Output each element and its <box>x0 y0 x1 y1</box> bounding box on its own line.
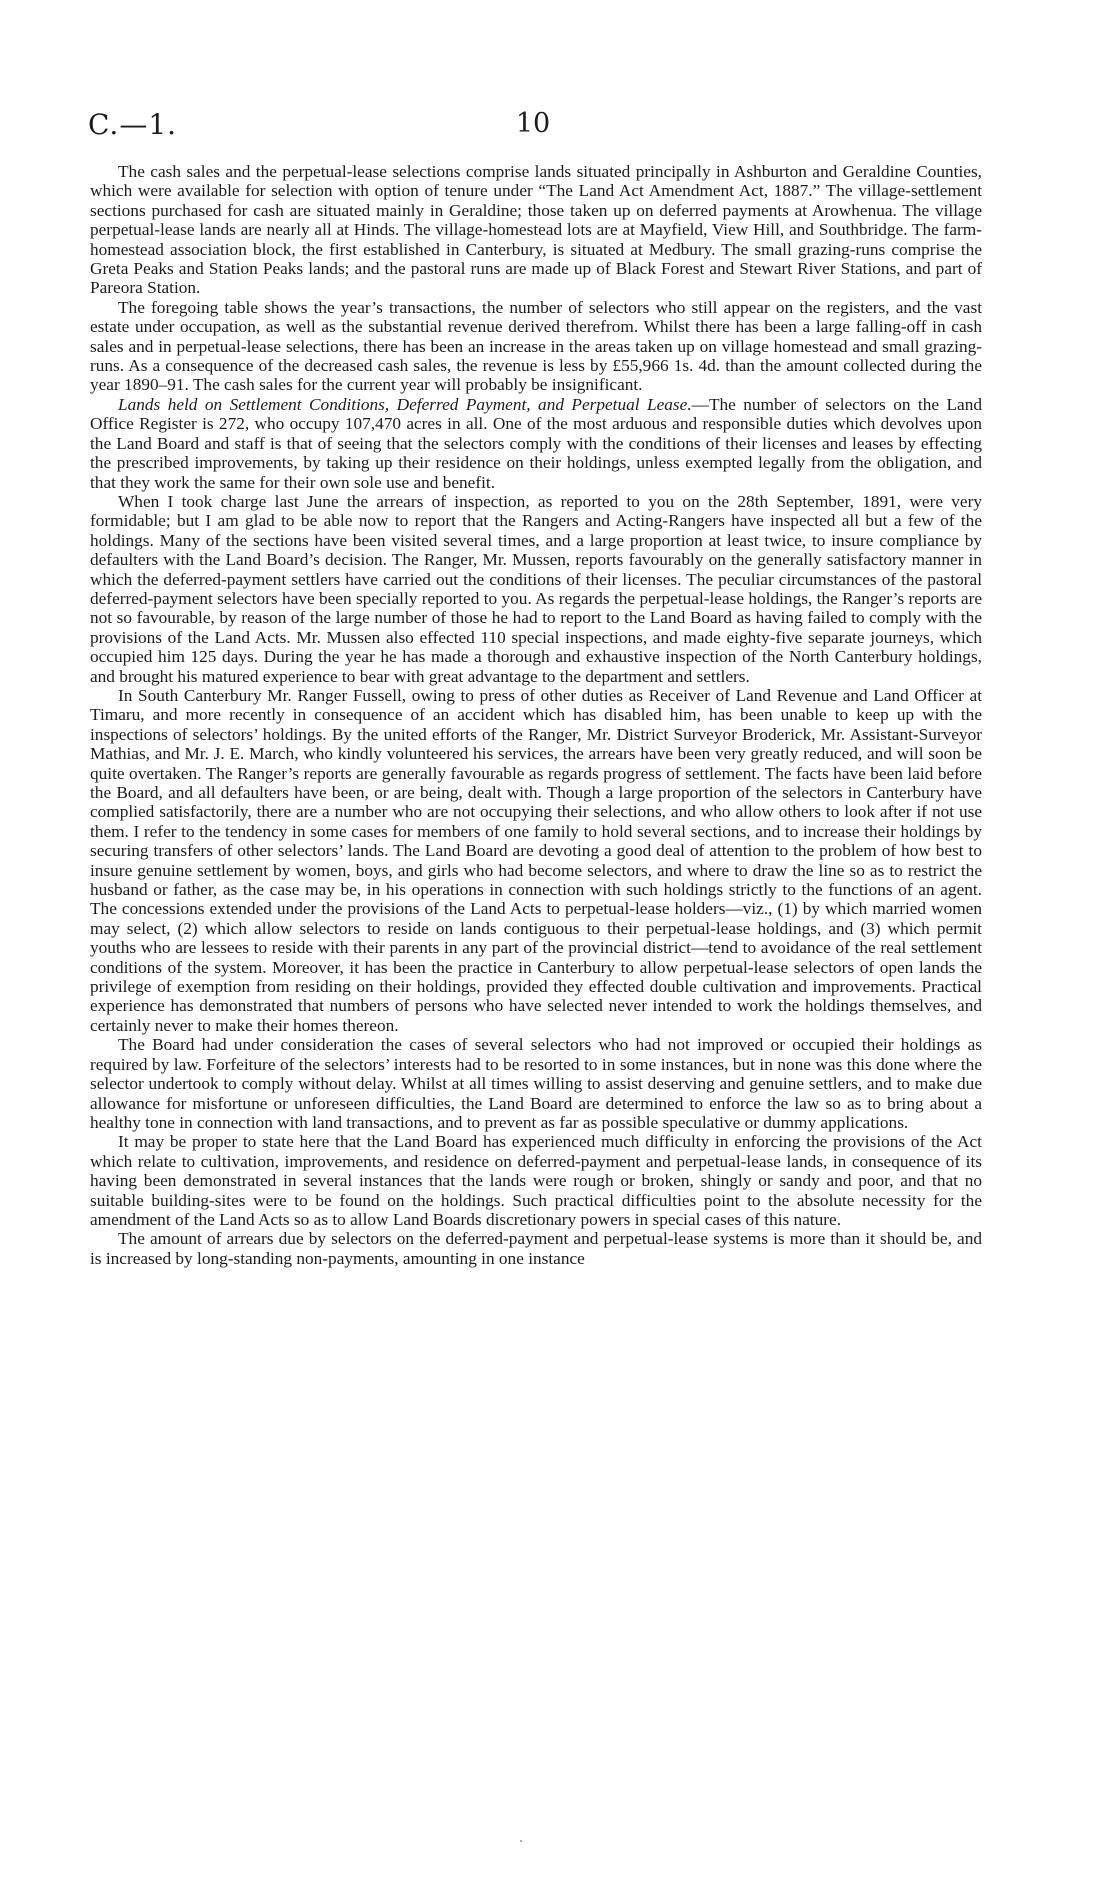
section-heading: Lands held on Settlement Conditions, Deferred Payment, and Perpetual Lease. <box>118 394 692 414</box>
page-header <box>88 108 978 142</box>
paragraph-inspection-arrears: When I took charge last June the arrears of inspection, as reported to you on the 28th September, 1891, were very formidable; but I am glad to be able now to report that the Rangers and Acting-Rangers have inspected all but a few of the holdings. Many of the sections have been visited several times, and a large proportion at least twice, to insure compliance by defaulters with the Land Board’s decision. The Ranger, Mr. Mussen, reports favourably on the generally satisfactory manner in which the deferred-payment settlers have carried out the conditions of their licenses. The peculiar circumstances of the pastoral deferred-payment selectors have been specially reported to you. As regards the perpetual-lease holdings, the Ranger’s reports are not so favourable, by reason of the large number of those he had to report to the Land Board as having failed to comply with the provisions of the Land Acts. Mr. Mussen also effected 110 special inspections, and made eighty-five separate journeys, which occupied him 125 days. During the year he has made a thorough and exhaustive inspection of the North Canterbury holdings, and brought his matured experience to bear with great advantage to the department and settlers. <box>90 491 982 686</box>
paragraph-cash-sales: The cash sales and the perpetual-lease selections comprise lands situated principally in Ashburton and Geraldine Counties, which were available for selection with option of tenure under “The Land Act Amendment Act, 1887.” The village-settlement sections purchased for cash are situated mainly in Geraldine; those taken up on deferred payments at Arowhenua. The village perpetual-lease lands are nearly all at Hinds. The village-homestead lots are at Mayfield, View Hill, and Southbridge. The farm-homestead association block, the first established in Canterbury, is situated at Medbury. The small grazing-runs comprise the Greta Peaks and Station Peaks lands; and the pastoral runs are made up of Black Forest and Stewart River Stations, and part of Pareora Station. <box>90 162 982 298</box>
report-body <box>90 162 982 1268</box>
paragraph-foregoing-table: The foregoing table shows the year’s transactions, the number of selectors who still appear on the registers, and the vast estate under occupation, as well as the substantial revenue derived therefrom. Whilst there has been a large falling-off in cash sales and in perpetual-lease selections, there has been an increase in the areas taken up on village homestead and small grazing-runs. As a consequence of the decreased cash sales, the revenue is less by £55,966 1s. 4d. than the amount collected during the year 1890–91. The cash sales for the current year will probably be insignificant. <box>90 297 982 395</box>
paragraph-enforcement-difficulty: It may be proper to state here that the Land Board has experienced much difficulty in enforcing the provisions of the Act which relate to cultivation, improvements, and residence on deferred-payment and perpetual-lease lands, in consequence of its having been demonstrated in several instances that the lands were rough or broken, shingly or sandy and poor, and that no suitable building-sites were to be found on the holdings. Such practical difficulties point to the absolute necessity for the amendment of the Land Acts so as to allow Land Boards discretionary powers in special cases of this nature. <box>90 1132 982 1229</box>
page-number: 10 <box>515 108 551 139</box>
paragraph-board-consideration: The Board had under consideration the cases of several selectors who had not improved or occupied their holdings as required by law. Forfeiture of the selectors’ interests had to be resorted to in some instances, but in none was this done where the selector undertook to comply without delay. Whilst at all times willing to assist deserving and genuine settlers, and to make due allowance for misfortune or unforeseen difficulties, the Land Board are determined to enforce the law so as to bring about a healthy tone in connection with land transactions, and to prevent as far as possible speculative or dummy applications. <box>90 1035 982 1132</box>
paragraph-text: —The number of selectors on the Land Office Register is 272, who occupy 107,470 acres in all. One of the most arduous and responsible duties which devolves upon the Land Board and staff is that of seeing that the selectors comply with the conditions of their licenses and leases by effecting the prescribed improvements, by taking up their residence on their holdings, unless exempted legally from the obligation, and that they work the same for their own sole use and benefit. <box>90 394 982 492</box>
paragraph-arrears-amount: The amount of arrears due by selectors on the deferred-payment and perpetual-lease systems is more than it should be, and is increased by long-standing non-payments, amounting in one instance <box>90 1229 982 1268</box>
paragraph-settlement-conditions <box>90 395 982 492</box>
document-code: C.—1. <box>88 108 178 141</box>
scan-speck <box>520 1840 522 1842</box>
paragraph-south-canterbury: In South Canterbury Mr. Ranger Fussell, owing to press of other duties as Receiver of Land Revenue and Land Officer at Timaru, and more recently in consequence of an accident which has disabled him, has been unable to keep up with the inspections of selectors’ holdings. By the united efforts of the Ranger, Mr. District Surveyor Broderick, Mr. Assistant-Surveyor Mathias, and Mr. J. E. March, who kindly volunteered his services, the arrears have been very greatly reduced, and will soon be quite overtaken. The Ranger’s reports are generally favourable as regards progress of settlement. The facts have been laid before the Board, and all defaulters have been, or are being, dealt with. Though a large proportion of the selectors in Canterbury have complied satisfactorily, there are a number who are not occupying their selections, and who allow others to look after if not use them. I refer to the tendency in some cases for members of one family to hold several sections, and to increase their holdings by securing transfers of other selectors’ lands. The Land Board are devoting a good deal of attention to the problem of how best to insure genuine settlement by women, boys, and girls who had become selectors, and where to draw the line so as to restrict the husband or father, as the case may be, in his operations in connection with such holdings strictly to the functions of an agent. The concessions extended under the provisions of the Land Acts to perpetual-lease holders—viz., (1) by which married women may select, (2) which allow selectors to reside on lands contiguous to their perpetual-lease holdings, and (3) which permit youths who are lessees to reside with their parents in any part of the provincial district—tend to avoidance of the real settlement conditions of the system. Moreover, it has been the practice in Canterbury to allow perpetual-lease selectors of open lands the privilege of exemption from residing on their holdings, provided they effected double cultivation and improvements. Practical experience has demonstrated that numbers of persons who have selected never intended to work the holdings themselves, and certainly never to make their homes thereon. <box>90 685 982 1035</box>
